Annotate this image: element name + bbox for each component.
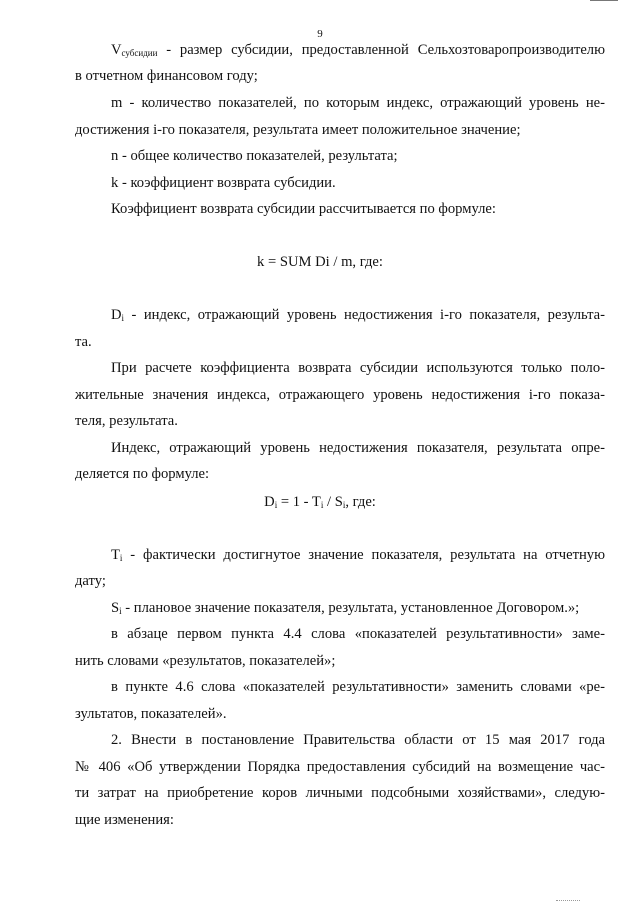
variable-subscript: i — [119, 606, 122, 616]
formula-part: / S — [323, 494, 343, 510]
formula-subscript: i — [274, 500, 278, 510]
paragraph-line: в отчетном финансовом году; — [75, 68, 258, 84]
scan-corner-mark — [590, 0, 618, 3]
formula-subscript: i — [320, 500, 324, 510]
paragraph-line — [111, 41, 605, 59]
paragraph-line — [111, 599, 605, 617]
paragraph-line: деляется по формуле: — [75, 466, 210, 482]
variable-subscript: i — [121, 313, 125, 323]
variable-subscript: субсидии — [121, 48, 158, 58]
paragraph-line: зультатов, показателей». — [75, 706, 227, 722]
paragraph-line: n - общее количество показателей, результата; — [111, 148, 398, 164]
paragraph-line — [111, 306, 605, 324]
variable-symbol: V — [111, 42, 122, 58]
variable-symbol: D — [111, 307, 122, 323]
paragraph-line: 2. Внести в постановление Правительства области от 15 мая 2017 года — [111, 732, 605, 748]
paragraph-line: та. — [75, 334, 92, 350]
paragraph-line: теля, результата. — [75, 413, 178, 429]
formula-subscript: i — [342, 500, 346, 510]
paragraph-line: жительные значения индекса, отражающего уровень недостижения i-го показа- — [75, 387, 605, 403]
paragraph-line: дату; — [75, 573, 106, 589]
formula-part: D — [264, 494, 275, 510]
line-text: - фактически достигнутое значение показателя, результата на отчетную — [122, 547, 605, 563]
paragraph-line: в пункте 4.6 слова «показателей результативности» заменить словами «ре- — [111, 679, 605, 695]
paragraph-line: Коэффициент возврата субсидии рассчитывается по формуле: — [111, 201, 496, 217]
formula-part: , где: — [345, 494, 376, 510]
line-text: - плановое значение показателя, результата, установленное Договором.»; — [121, 600, 580, 616]
formula-d — [0, 493, 640, 511]
paragraph-line: m - количество показателей, по которым индекс, отражающий уровень не- — [111, 95, 605, 111]
formula-k: k = SUM Di / m, где: — [257, 254, 383, 270]
scan-bottom-mark — [556, 900, 580, 902]
variable-subscript: i — [119, 553, 123, 563]
paragraph-line: № 406 «Об утверждении Порядка предоставления субсидий на возмещение час- — [75, 759, 605, 775]
page-number: 9 — [317, 28, 323, 40]
paragraph-line: щие изменения: — [75, 812, 174, 828]
paragraph-line: нить словами «результатов, показателей»; — [75, 653, 336, 669]
paragraph-line: При расчете коэффициента возврата субсидии используются только поло- — [111, 360, 605, 376]
line-text: - размер субсидии, предоставленной Сельхозтоваропроизводителю — [157, 42, 605, 58]
paragraph-line: ти затрат на приобретение коров личными подсобными хозяйствами», следую- — [75, 785, 605, 801]
paragraph-line: k - коэффициент возврата субсидии. — [111, 175, 336, 191]
paragraph-line: Индекс, отражающий уровень недостижения показателя, результата опре- — [111, 440, 605, 456]
variable-symbol: T — [111, 547, 120, 563]
line-text: - индекс, отражающий уровень недостижения i-го показателя, результа- — [124, 307, 605, 323]
formula-part: = 1 - T — [277, 494, 321, 510]
paragraph-line: в абзаце первом пункта 4.4 слова «показателей результативности» заме- — [111, 626, 605, 642]
paragraph-line: достижения i-го показателя, результата имеет положительное значение; — [75, 122, 521, 138]
paragraph-line — [111, 546, 605, 564]
variable-symbol: S — [111, 600, 120, 616]
